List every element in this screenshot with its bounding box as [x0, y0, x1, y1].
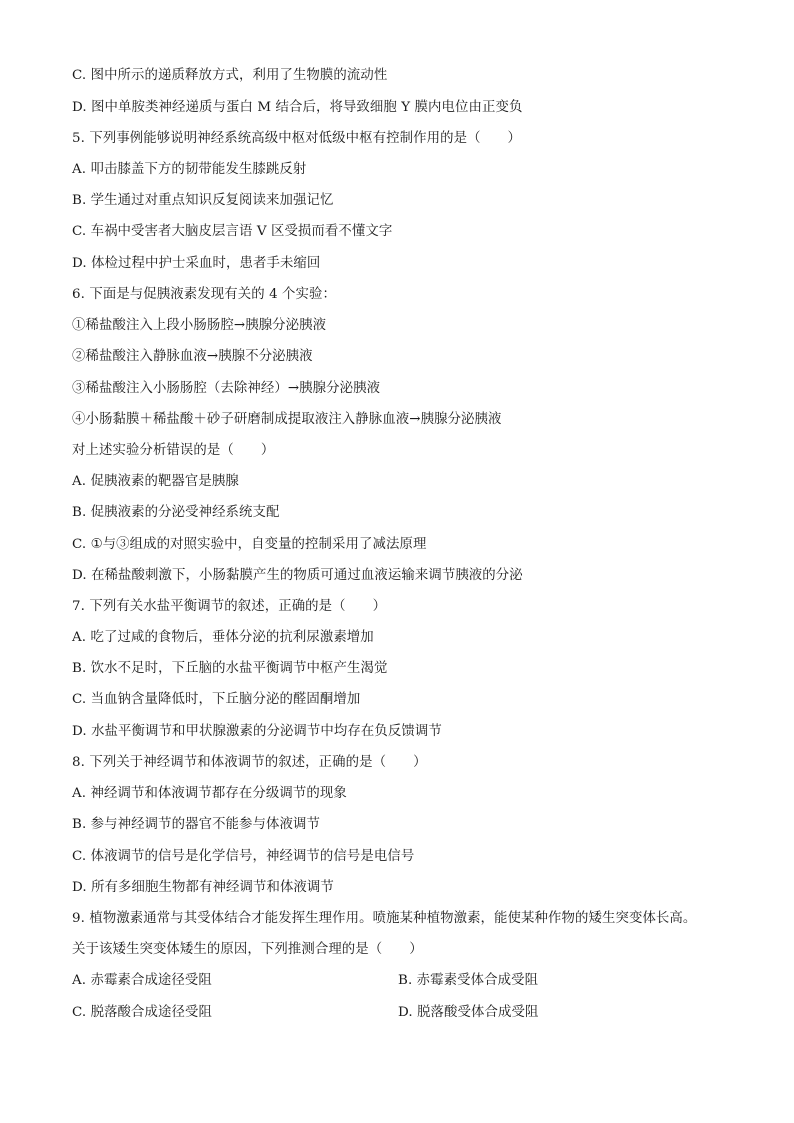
q5-option-b: B. 学生通过对重点知识反复阅读来加强记忆: [72, 193, 334, 208]
q6-experiment-2: ②稀盐酸注入静脉血液→胰腺不分泌胰液: [72, 349, 313, 364]
q8-stem: 8. 下列关于神经调节和体液调节的叙述，正确的是（ ）: [72, 755, 427, 770]
q7-option-c: C. 当血钠含量降低时，下丘脑分泌的醛固酮增加: [72, 692, 361, 707]
q7-option-d: D. 水盐平衡调节和甲状腺激素的分泌调节中均存在负反馈调节: [72, 724, 442, 739]
q6-experiment-1: ①稀盐酸注入上段小肠肠腔→胰腺分泌胰液: [72, 318, 327, 333]
q9-stem-line-2: 关于该矮生突变体矮生的原因，下列推测合理的是（ ）: [72, 942, 423, 957]
q4-option-c: C. 图中所示的递质释放方式，利用了生物膜的流动性: [72, 68, 388, 83]
q4-option-d: D. 图中单胺类神经递质与蛋白 M 结合后，将导致细胞 Y 膜内电位由正变负: [72, 100, 523, 115]
q5-option-d: D. 体检过程中护士采血时，患者手未缩回: [72, 256, 321, 271]
q6-option-c: C. ①与③组成的对照实验中，自变量的控制采用了减法原理: [72, 537, 427, 552]
q6-stem: 6. 下面是与促胰液素发现有关的 4 个实验：: [72, 287, 337, 302]
q6-option-b: B. 促胰液素的分泌受神经系统支配: [72, 505, 280, 520]
q5-option-c: C. 车祸中受害者大脑皮层言语 V 区受损而看不懂文字: [72, 224, 393, 239]
q6-experiment-4: ④小肠黏膜＋稀盐酸＋砂子研磨制成提取液注入静脉血液→胰腺分泌胰液: [72, 412, 502, 427]
q6-option-a: A. 促胰液素的靶器官是胰腺: [72, 474, 239, 489]
q6-question: 对上述实验分析错误的是（ ）: [72, 443, 275, 458]
q9-stem-line-1: 9. 植物激素通常与其受体结合才能发挥生理作用。喷施某种植物激素，能使某种作物的矮生突变体长高。: [72, 911, 697, 926]
q9-option-b: B. 赤霉素受体合成受阻: [398, 973, 539, 988]
q8-option-c: C. 体液调节的信号是化学信号，神经调节的信号是电信号: [72, 849, 415, 864]
q8-option-d: D. 所有多细胞生物都有神经调节和体液调节: [72, 880, 334, 895]
q5-stem: 5. 下列事例能够说明神经系统高级中枢对低级中枢有控制作用的是（ ）: [72, 131, 522, 146]
q9-option-a: A. 赤霉素合成途径受阻: [72, 973, 212, 988]
q7-stem: 7. 下列有关水盐平衡调节的叙述，正确的是（ ）: [72, 599, 387, 614]
q6-experiment-3: ③稀盐酸注入小肠肠腔（去除神经）→胰腺分泌胰液: [72, 381, 381, 396]
q5-option-a: A. 叩击膝盖下方的韧带能发生膝跳反射: [72, 162, 307, 177]
q7-option-a: A. 吃了过咸的食物后，垂体分泌的抗利尿激素增加: [72, 630, 374, 645]
q8-option-b: B. 参与神经调节的器官不能参与体液调节: [72, 817, 320, 832]
q9-option-d: D. 脱落酸受体合成受阻: [398, 1005, 539, 1020]
q6-option-d: D. 在稀盐酸刺激下，小肠黏膜产生的物质可通过血液运输来调节胰液的分泌: [72, 568, 523, 583]
q7-option-b: B. 饮水不足时，下丘脑的水盐平衡调节中枢产生渴觉: [72, 661, 388, 676]
q9-option-c: C. 脱落酸合成途径受阻: [72, 1005, 212, 1020]
q8-option-a: A. 神经调节和体液调节都存在分级调节的现象: [72, 786, 347, 801]
